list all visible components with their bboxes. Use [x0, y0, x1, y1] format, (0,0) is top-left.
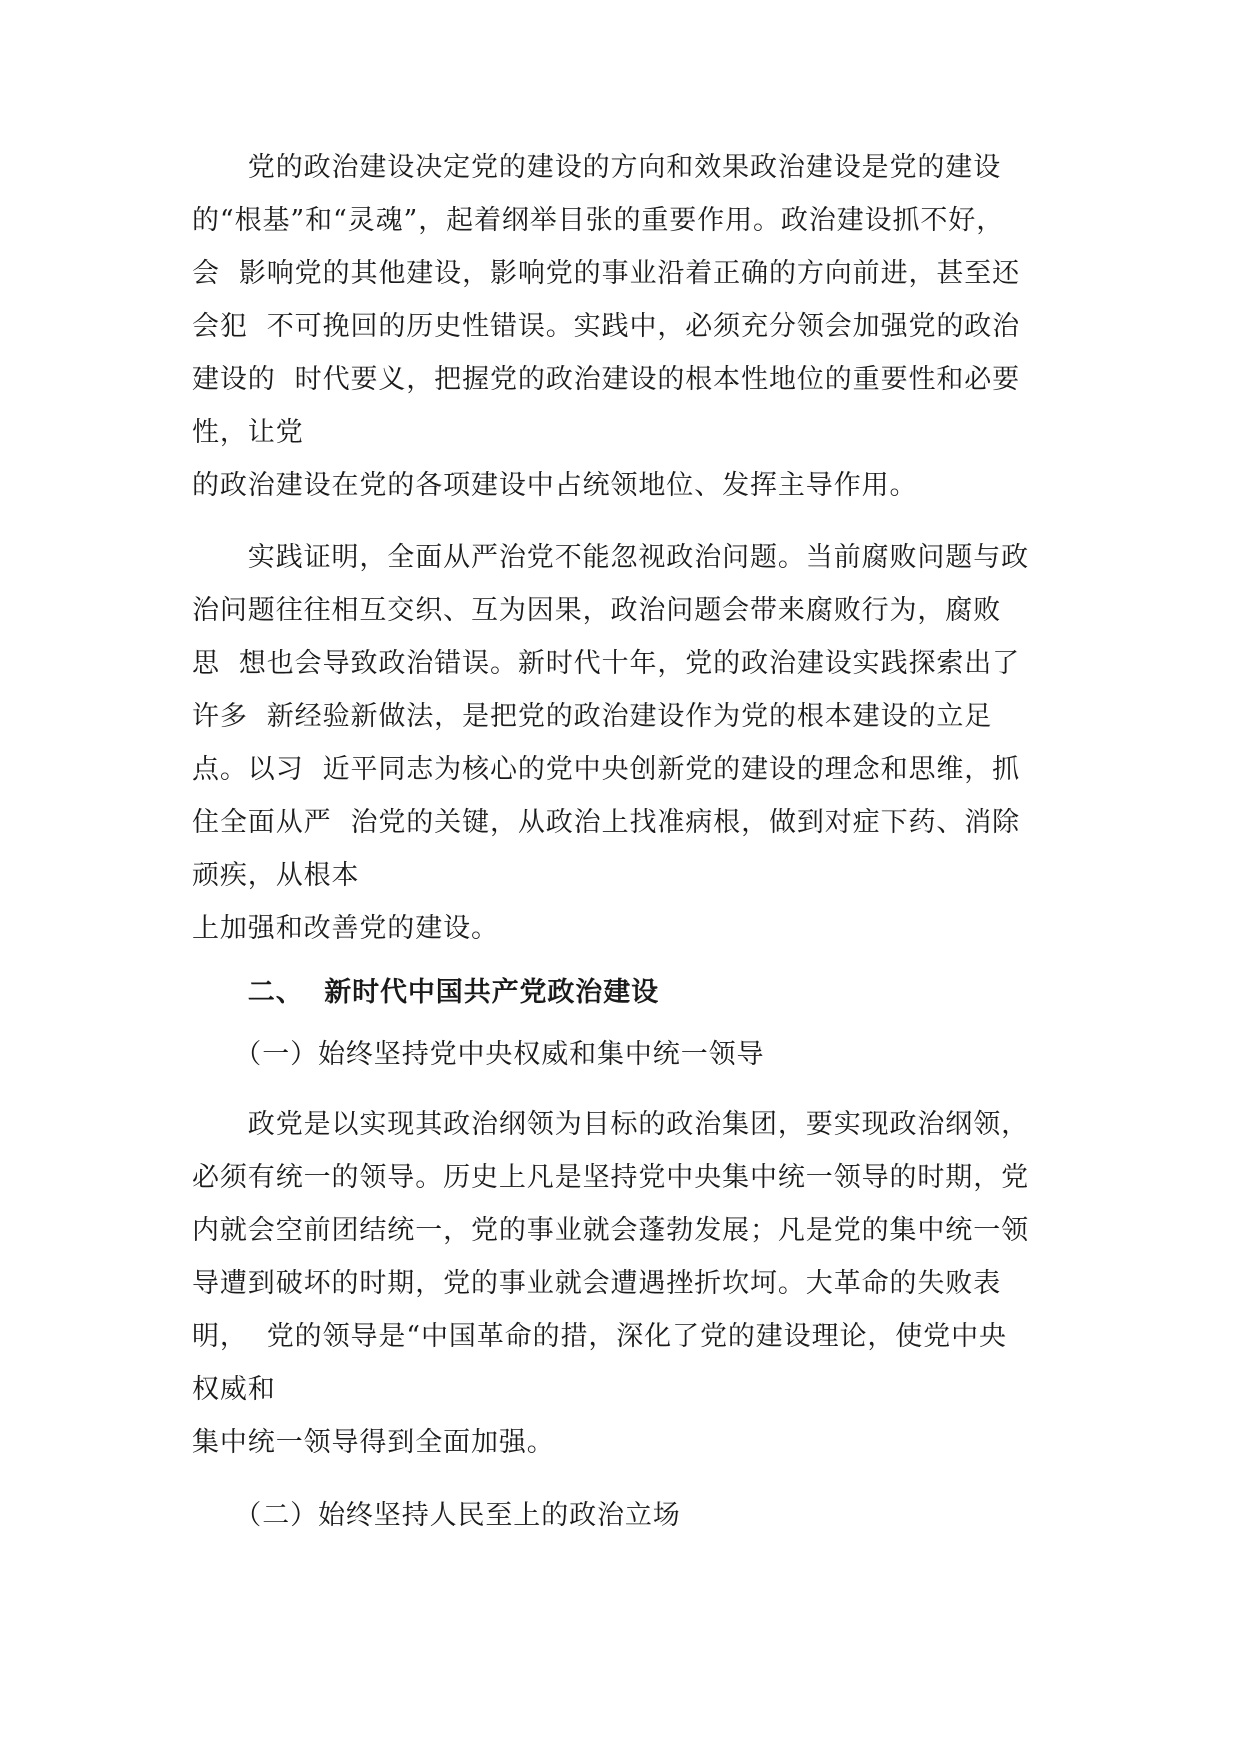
paragraph-3-line-4: 导遭到破坏的时期，党的事业就会遭遇挫折坎坷。大革命的失败表: [192, 1268, 1002, 1299]
paragraph-2-line-4: 许多 新经验新做法，是把党的政治建设作为党的根本建设的立足: [192, 701, 993, 732]
paragraph-3-line-5: 明， 党的领导是“中国革命的措，深化了党的建设理论，使党中央: [192, 1321, 1007, 1352]
paragraph-2-line-3: 思 想也会导致政治错误。新时代十年，党的政治建设实践探索出了: [192, 648, 1021, 679]
paragraph-3-line-2: 必须有统一的领导。历史上凡是坚持党中央集中统一领导的时期，党: [192, 1162, 1029, 1193]
paragraph-1-line-1: 党的政治建设决定党的建设的方向和效果政治建设是党的建设: [192, 152, 1002, 183]
paragraph-2-line-7: 顽疾，从根本: [192, 860, 360, 891]
paragraph-2-line-1: 实践证明，全面从严治党不能忽视政治问题。当前腐败问题与政: [192, 542, 1029, 573]
paragraph-3-line-1: 政党是以实现其政治纲领为目标的政治集团，要实现政治纲领，: [192, 1109, 1029, 1140]
paragraph-2-line-6: 住全面从严 治党的关键，从政治上找准病根，做到对症下药、消除: [192, 807, 1021, 838]
paragraph-3-line-7: 集中统一领导得到全面加强。: [192, 1427, 555, 1458]
paragraph-1-line-4: 会犯 不可挽回的历史性错误。实践中，必须充分领会加强党的政治: [192, 311, 1021, 342]
paragraph-2-line-8: 上加强和改善党的建设。: [192, 913, 499, 944]
paragraph-3-line-6: 权威和: [192, 1374, 276, 1405]
paragraph-3-line-3: 内就会空前团结统一，党的事业就会蓬勃发展；凡是党的集中统一领: [192, 1215, 1029, 1246]
paragraph-1-line-6: 性，让党: [192, 417, 304, 448]
subsection-heading-1: （一）始终坚持党中央权威和集中统一领导: [192, 1039, 765, 1070]
paragraph-2-line-5: 点。以习 近平同志为核心的党中央创新党的建设的理念和思维，抓: [192, 754, 1021, 785]
subsection-heading-2: （二）始终坚持人民至上的政治立场: [192, 1500, 681, 1531]
paragraph-2-line-2: 治问题往往相互交织、互为因果，政治问题会带来腐败行为，腐败: [192, 595, 1002, 626]
paragraph-1-line-5: 建设的 时代要义，把握党的政治建设的根本性地位的重要性和必要: [192, 364, 1021, 395]
section-heading-2: 二、 新时代中国共产党政治建设: [192, 977, 659, 1008]
paragraph-1-line-2: 的“根基”和“灵魂”，起着纲举目张的重要作用。政治建设抓不好，: [192, 205, 1005, 236]
paragraph-1-line-7: 的政治建设在党的各项建设中占统领地位、发挥主导作用。: [192, 470, 918, 501]
paragraph-1-line-3: 会 影响党的其他建设，影响党的事业沿着正确的方向前进，甚至还: [192, 258, 1021, 289]
